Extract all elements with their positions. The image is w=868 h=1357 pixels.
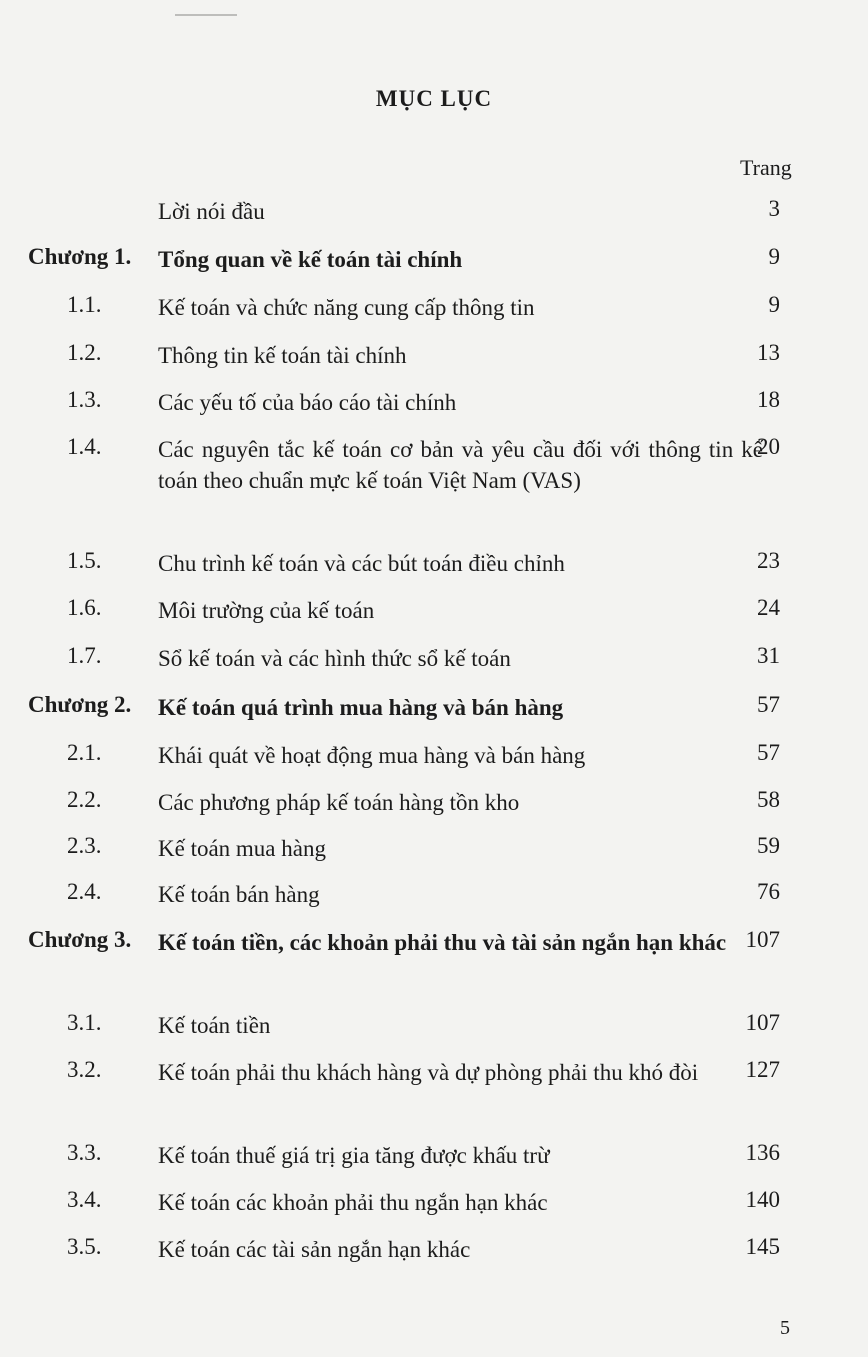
toc-entry-title: Các yếu tố của báo cáo tài chính: [158, 390, 457, 415]
page-column-header: Trang: [740, 155, 792, 180]
toc-entry-number: 3.2.: [67, 1057, 102, 1082]
toc-entry-number: 1.7.: [67, 643, 102, 668]
toc-entry-page: 13: [757, 340, 780, 365]
toc-entry-page: 3: [768, 196, 780, 221]
toc-entry-page: 140: [745, 1187, 780, 1212]
toc-entry-number: 3.3.: [67, 1140, 102, 1165]
toc-entry-page: 57: [757, 740, 780, 765]
toc-entry-page: 58: [757, 787, 780, 812]
toc-entry-title: Lời nói đầu: [158, 199, 265, 224]
toc-entry-title: Các phương pháp kế toán hàng tồn kho: [158, 790, 520, 815]
toc-entry-number: Chương 3.: [28, 927, 132, 952]
page-title: MỤC LỤC: [375, 86, 493, 111]
toc-entry-number: 2.4.: [67, 879, 102, 904]
toc-entry-title: Kế toán các tài sản ngắn hạn khác: [158, 1237, 471, 1262]
toc-entry-number: 1.6.: [67, 595, 102, 620]
toc-entry-number: 3.4.: [67, 1187, 102, 1212]
toc-entry-number: 3.1.: [67, 1010, 102, 1035]
toc-entry-title: Kế toán bán hàng: [158, 882, 320, 907]
toc-entry-page: 145: [745, 1234, 780, 1259]
toc-entry-number: 2.2.: [67, 787, 102, 812]
toc-entry-title: Môi trường của kế toán: [158, 598, 375, 623]
toc-entry-title: Kế toán mua hàng: [158, 836, 326, 861]
page-number: 5: [780, 1317, 790, 1339]
toc-entry-number: 1.2.: [67, 340, 102, 365]
toc-entry-title: Kế toán quá trình mua hàng và bán hàng: [158, 695, 564, 720]
toc-entry-page: 9: [768, 292, 780, 317]
toc-entry-number: Chương 1.: [28, 244, 132, 269]
toc-entry-title: Kế toán các khoản phải thu ngắn hạn khác: [158, 1190, 548, 1215]
toc-entry-title: Chu trình kế toán và các bút toán điều chỉnh: [158, 551, 565, 576]
toc-entry-page: 76: [757, 879, 780, 904]
toc-entry-number: 1.5.: [67, 548, 102, 573]
toc-entry-page: 18: [757, 387, 780, 412]
toc-entry-number: Chương 2.: [28, 692, 132, 717]
toc-entry-number: 2.1.: [67, 740, 102, 765]
toc-entry-page: 107: [745, 927, 780, 952]
toc-entry-title: Kế toán tiền: [158, 1013, 271, 1038]
toc-entry-title: Kế toán tiền, các khoản phải thu và tài sản ngắn hạn khác: [158, 930, 727, 955]
toc-entry-number: 2.3.: [67, 833, 102, 858]
toc-entry-title: Khái quát về hoạt động mua hàng và bán hàng: [158, 743, 586, 768]
toc-entry-title: Kế toán và chức năng cung cấp thông tin: [158, 295, 535, 320]
toc-entry-page: 20: [757, 434, 780, 459]
toc-entry-page: 23: [757, 548, 780, 573]
toc-entry-page: 31: [757, 643, 780, 668]
toc-entry-page: 136: [745, 1140, 780, 1165]
toc-entry-page: 24: [757, 595, 780, 620]
toc-entry-page: 127: [745, 1057, 780, 1082]
toc-entry-title: Sổ kế toán và các hình thức sổ kế toán: [158, 646, 511, 671]
toc-entry-title: Thông tin kế toán tài chính: [158, 343, 407, 368]
toc-entry-number: 1.1.: [67, 292, 102, 317]
toc-entry-title: Các nguyên tắc kế toán cơ bản và yêu cầu đối với thông tin kế toán theo chuẩn mực kế toán Việt Nam (VAS): [158, 437, 763, 493]
toc-entry-number: 3.5.: [67, 1234, 102, 1259]
toc-entry-title: Kế toán thuế giá trị gia tăng được khấu trừ: [158, 1143, 550, 1168]
toc-entry-number: 1.3.: [67, 387, 102, 412]
toc-entry-number: 1.4.: [67, 434, 102, 459]
toc-entry-title: Kế toán phải thu khách hàng và dự phòng phải thu khó đòi: [158, 1060, 699, 1085]
toc-entry-page: 59: [757, 833, 780, 858]
toc-entry-title: Tổng quan về kế toán tài chính: [158, 247, 463, 272]
toc-entry-page: 57: [757, 692, 780, 717]
toc-entry-page: 9: [768, 244, 780, 269]
toc-entry-page: 107: [745, 1010, 780, 1035]
top-rule: [175, 14, 237, 16]
